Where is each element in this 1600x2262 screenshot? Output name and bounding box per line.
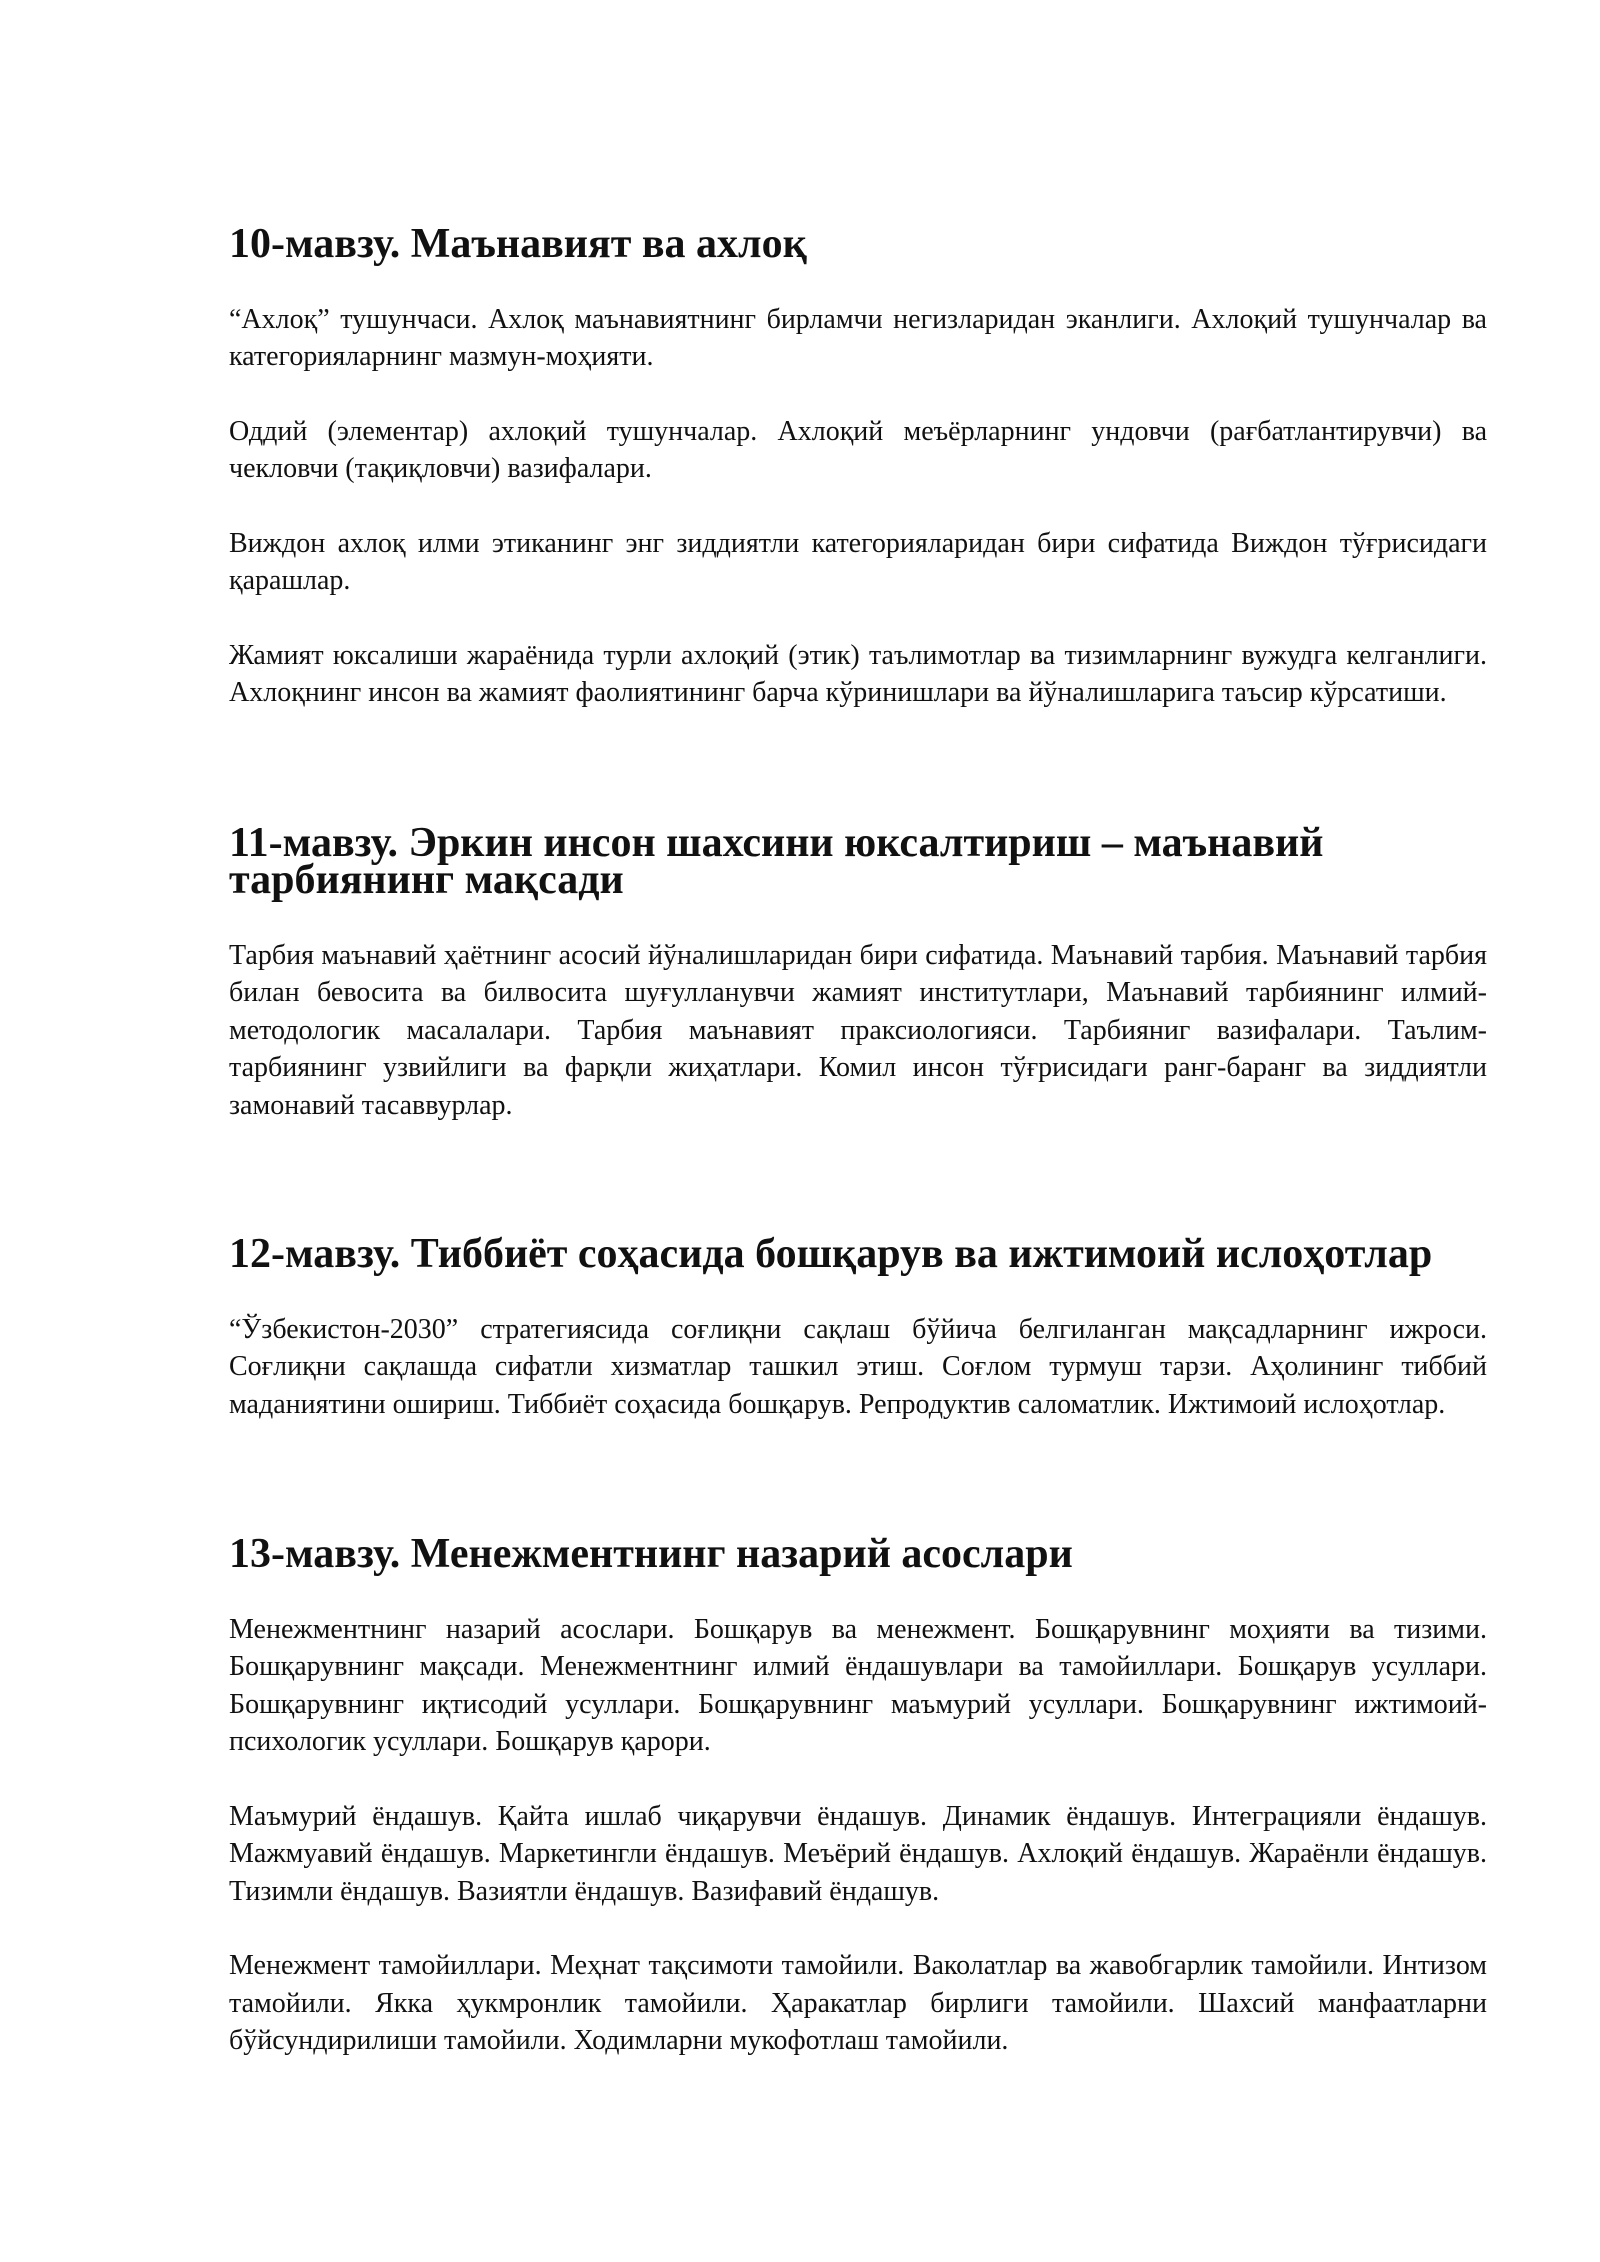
topic-13-paragraph-1: Менежментнинг назарий асослари. Бошқарув ва менежмент. Бошқарувнинг моҳияти ва тизими. Бошқарувнинг мақсади. Менежментнинг илмий ёндашувлари ва тамойиллари. Бошқарув усуллари. Бошқарувнинг иқтисодий усуллари. Бошқарувнинг маъмурий усуллари. Бошқарувнинг ижтимоий-психологик усуллари. Бошқарув қарори. [229, 1613, 1487, 1757]
topic-13-paragraph-3: Менежмент тамойиллари. Меҳнат тақсимоти тамойили. Ваколатлар ва жавобгарлик тамойили. Интизом тамойили. Якка ҳукмронлик тамойили. Ҳаракатлар бирлиги тамойили. Шахсий манфаатларни бўйсундирилиши тамойили. Ходимларни мукофотлаш тамойили. [229, 1950, 1487, 2056]
document-page [229, 221, 1487, 2060]
topic-13-heading: 13-мавзу. Менежментнинг назарий асослари [229, 1531, 1073, 1577]
topic-10-paragraph-3: Виждон ахлоқ илми этиканинг энг зиддиятли категорияларидан бири сифатида Виждон тўғрисидаги қарашлар. [229, 527, 1487, 596]
topic-10-paragraph-1: “Ахлоқ” тушунчаси. Ахлоқ маънавиятнинг бирламчи негизларидан эканлиги. Ахлоқий тушунчалар ва категорияларнинг мазмун-моҳияти. [229, 303, 1487, 372]
topic-10-paragraph-2: Оддий (элементар) ахлоқий тушунчалар. Ахлоқий меъёрларнинг ундовчи (рағбатлантирувчи) ва чекловчи (тақиқловчи) вазифалари. [229, 415, 1487, 484]
topic-13-paragraph-2: Маъмурий ёндашув. Қайта ишлаб чиқарувчи ёндашув. Динамик ёндашув. Интеграцияли ёндашув. Мажмуавий ёндашув. Маркетингли ёндашув. Меъёрий ёндашув. Ахлоқий ёндашув. Жараёнли ёндашув. Тизимли ёндашув. Вазиятли ёндашув. Вазифавий ёндашув. [229, 1800, 1487, 1907]
topic-10-paragraph-4: Жамият юксалиши жараёнида турли ахлоқий (этик) таълимотлар ва тизимларнинг вужудга келганлиги. Ахлоқнинг инсон ва жамият фаолиятининг барча кўринишлари ва йўналишларига таъсир кўрсатиши. [229, 639, 1487, 708]
topic-11-heading: 11-мавзу. Эркин инсон шахсини юксалтириш – маънавий тарбиянинг мақсади [229, 819, 1324, 903]
topic-10-heading: 10-мавзу. Маънавият ва ахлоқ [229, 221, 807, 267]
topic-13-section [229, 1531, 1487, 2060]
topic-12-paragraph-1: “Ўзбекистон-2030” стратегиясида соғлиқни сақлаш бўйича белгиланган мақсадларнинг ижроси. Соғлиқни сақлашда сифатли хизматлар ташкил этиш. Соғлом турмуш тарзи. Аҳолининг тиббий маданиятини ошириш. Тиббиёт соҳасида бошқарув. Репродуктив саломатлик. Ижтимоий ислоҳотлар. [229, 1313, 1487, 1420]
section-spacer [229, 712, 1487, 825]
topic-12-heading: 12-мавзу. Тиббиёт соҳасида бошқарув ва ижтимоий ислоҳотлар [229, 1231, 1433, 1277]
section-spacer [229, 1124, 1487, 1236]
section-spacer [229, 1423, 1487, 1536]
topic-11-section [229, 819, 1487, 1125]
topic-10-section [229, 221, 1487, 712]
topic-11-paragraph-1: Тарбия маънавий ҳаётнинг асосий йўналишларидан бири сифатида. Маънавий тарбия. Маънавий тарбия билан бевосита ва билвосита шуғулланувчи жамият институтлари, Маънавий тарбиянинг илмий-методологик масалалари. Тарбия маънавият праксиологияси. Тарбияниг вазифалари. Таълим-тарбиянинг узвийлиги ва фарқли жиҳатлари. Комил инсон тўғрисидаги ранг-баранг ва зиддиятли замонавий тасаввурлар. [229, 939, 1487, 1121]
topic-12-section [229, 1231, 1487, 1423]
